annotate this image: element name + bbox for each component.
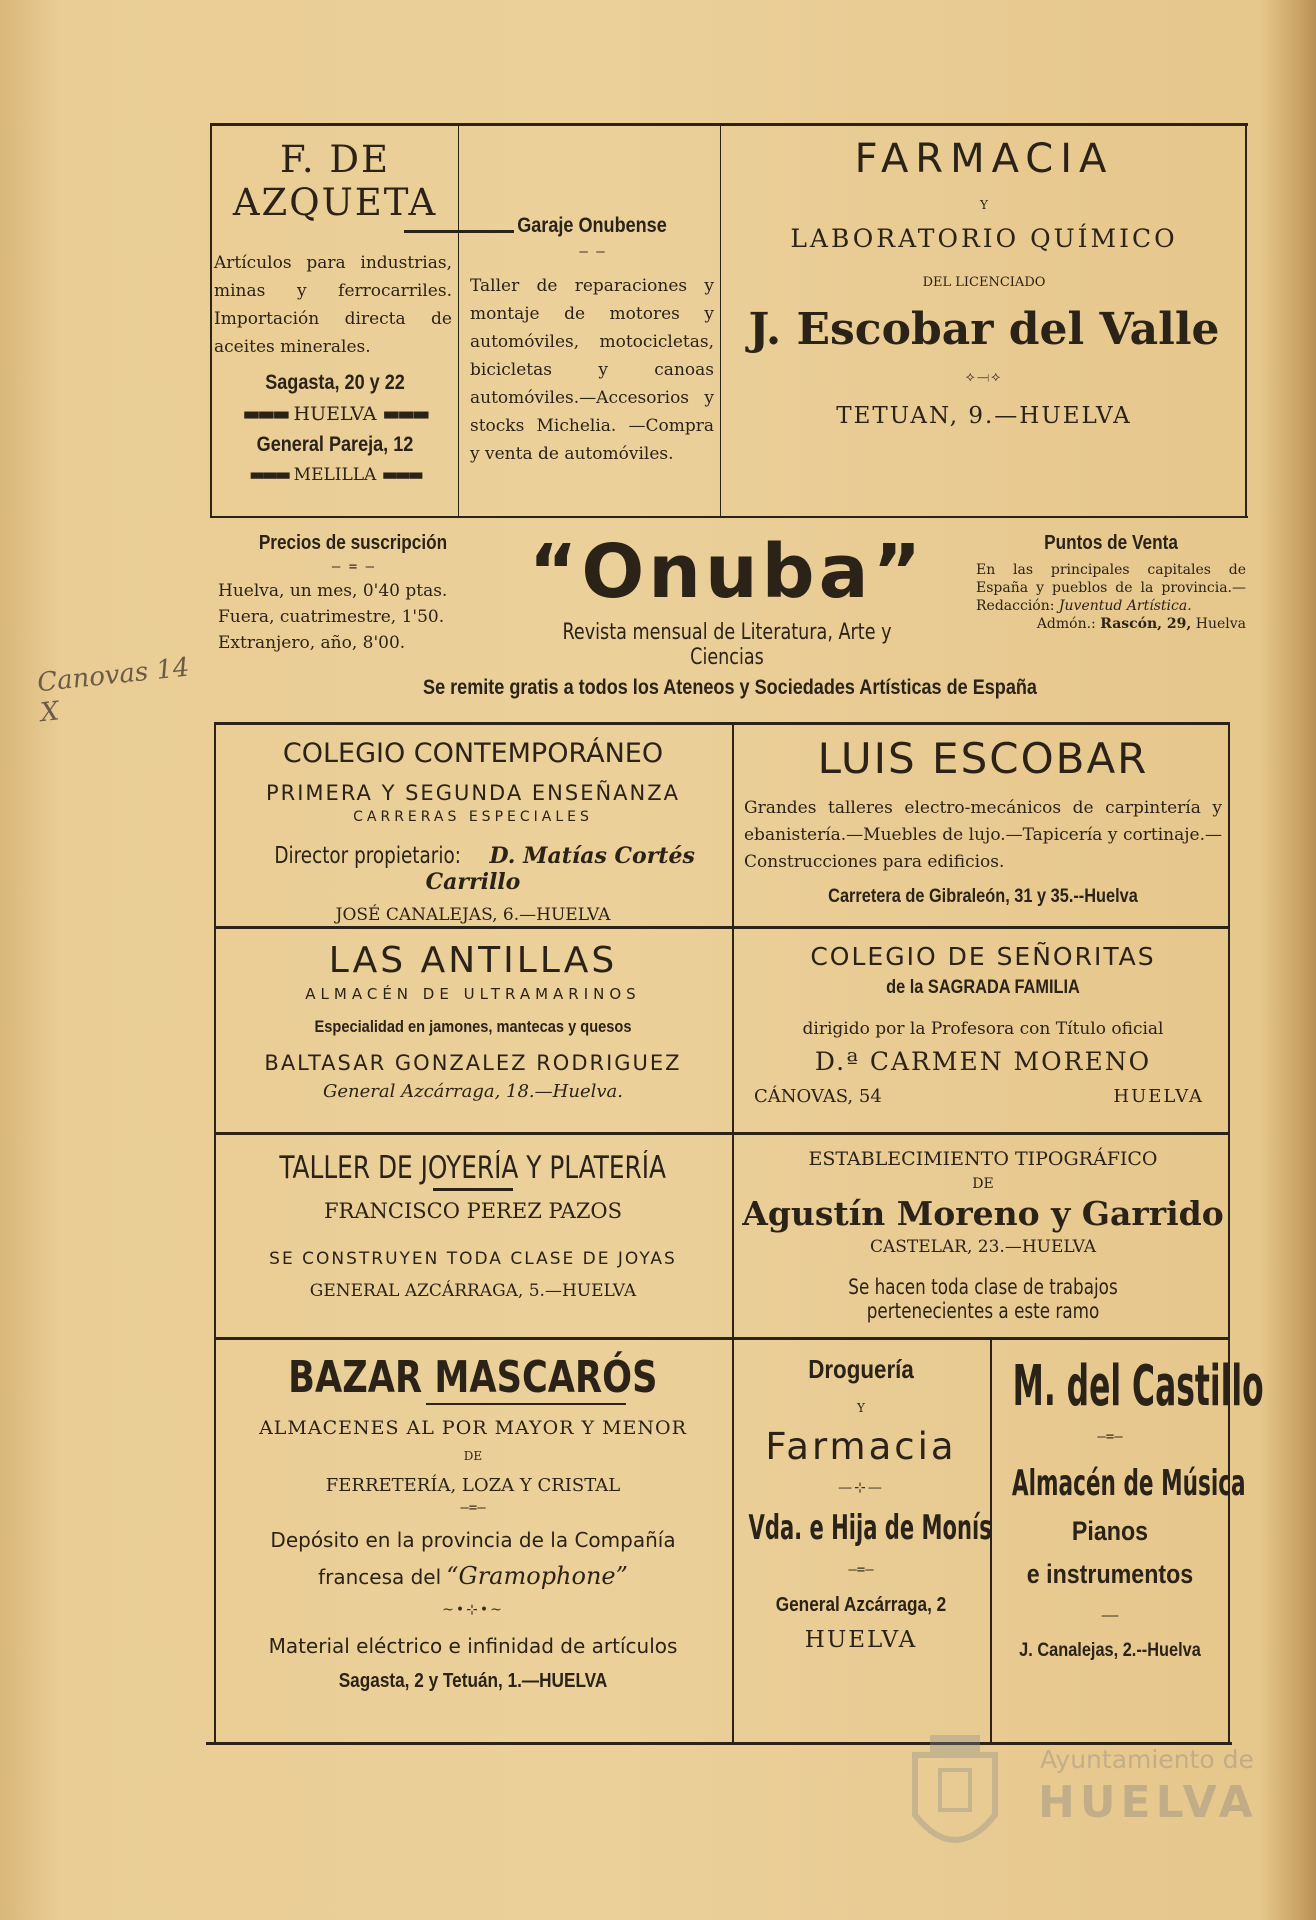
tipografico-address: CASTELAR, 23.—HUELVA bbox=[869, 1237, 1097, 1257]
row4-top-rule bbox=[214, 1337, 1228, 1340]
drogueria-owner bbox=[734, 1508, 992, 1548]
bazar-material: Material eléctrico e infinidad de artículos bbox=[268, 1634, 678, 1658]
azqueta-city1: ▬▬▬ HUELVA ▬▬▬ bbox=[242, 403, 428, 425]
bazar-sep: —=— bbox=[460, 1500, 486, 1516]
colegio-contemporaneo-director bbox=[216, 843, 730, 895]
colegio-director-name: D. Matías Cortés Carrillo bbox=[425, 843, 695, 895]
onuba-points bbox=[976, 532, 1246, 692]
colegio-senoritas-subtitle: de la SAGRADA FAMILIA bbox=[886, 977, 1080, 998]
colegio-director-label: Director propietario: bbox=[274, 843, 462, 869]
joyeria-title bbox=[216, 1150, 730, 1186]
garaje-ad bbox=[468, 200, 716, 514]
onuba-admin-address: Rascón, 29, bbox=[1100, 616, 1192, 632]
onuba-top-rule bbox=[210, 516, 1248, 518]
drogueria-owner-text: Vda. e Hija de Monís bbox=[748, 1508, 992, 1548]
handwritten-note-text: Canovas 14 X bbox=[35, 652, 191, 729]
azqueta-city1-text: HUELVA bbox=[293, 403, 377, 425]
drogueria-address: General Azcárraga, 2 bbox=[775, 1594, 947, 1616]
farmacia-divider bbox=[720, 126, 721, 516]
azqueta-address2: General Pareja, 12 bbox=[256, 433, 414, 456]
farmacia-conj: Y bbox=[980, 198, 988, 212]
row2-top-rule bbox=[214, 926, 1228, 929]
luis-escobar-address: Carretera de Gibraleón, 31 y 35.--Huelva bbox=[828, 886, 1138, 907]
onuba-center bbox=[482, 530, 972, 680]
watermark-line1: Ayuntamiento de bbox=[1040, 1745, 1254, 1774]
onuba-section bbox=[214, 522, 1246, 722]
tipografico-de: DE bbox=[972, 1176, 994, 1192]
onuba-admin-city: Huelva bbox=[1195, 616, 1246, 632]
drogueria-title2: Farmacia bbox=[765, 1425, 957, 1468]
onuba-masthead: “Onuba” bbox=[528, 529, 926, 615]
antillas-specialty: Especialidad en jamones, mantecas y quesos bbox=[314, 1017, 632, 1036]
azqueta-city2-text: MELILLA bbox=[293, 465, 377, 485]
castillo-name-text: M. del Castillo bbox=[1012, 1354, 1264, 1419]
antillas-ad bbox=[216, 932, 730, 1128]
onuba-admin-label: Admón.: bbox=[1036, 616, 1096, 632]
watermark-line2: HUELVA bbox=[1038, 1777, 1258, 1828]
bazar-deposit2 bbox=[216, 1562, 730, 1590]
castillo-line1: Pianos bbox=[1071, 1516, 1149, 1546]
colegio-senoritas-address: CÁNOVAS, 54 bbox=[754, 1086, 882, 1107]
bazar-de: DE bbox=[463, 1449, 483, 1463]
frame-top-rule bbox=[210, 123, 1248, 126]
castillo-business bbox=[994, 1463, 1246, 1504]
bazar-title-text: BAZAR MASCARÓS bbox=[288, 1352, 658, 1403]
joyeria-owner: FRANCISCO PEREZ PAZOS bbox=[323, 1199, 623, 1223]
bazar-deposit2-prefix: francesa del bbox=[318, 1565, 442, 1589]
castillo-business-text: Almacén de Música bbox=[1011, 1463, 1246, 1504]
bazar-rule bbox=[426, 1403, 626, 1405]
joyeria-address: GENERAL AZCÁRRAGA, 5.—HUELVA bbox=[309, 1281, 637, 1301]
farmacia-ad bbox=[724, 130, 1244, 514]
tipografico-header: ESTABLECIMIENTO TIPOGRÁFICO bbox=[808, 1148, 1158, 1170]
castillo-address: J. Canalejas, 2.--Huelva bbox=[1019, 1640, 1201, 1661]
antillas-title: LAS ANTILLAS bbox=[328, 940, 618, 981]
farmacia-title: FARMACIA bbox=[854, 136, 1114, 182]
tipografico-footer bbox=[740, 1275, 1226, 1323]
joyeria-title-text: TALLER DE JOYERÍA Y PLATERÍA bbox=[279, 1150, 667, 1186]
drogueria-city: HUELVA bbox=[804, 1627, 918, 1653]
antillas-owner: BALTASAR GONZALEZ RODRIGUEZ bbox=[264, 1051, 682, 1075]
watermark bbox=[900, 1715, 1260, 1865]
colegio-senoritas-director: D.ª CARMEN MORENO bbox=[814, 1047, 1152, 1076]
farmacia-address: TETUAN, 9.—HUELVA bbox=[836, 403, 1132, 429]
colegio-contemporaneo-ad bbox=[216, 728, 730, 924]
onuba-prices-sep: — = — bbox=[331, 559, 375, 575]
farmacia-licenciado: DEL LICENCIADO bbox=[922, 275, 1046, 290]
onuba-price-2: Extranjero, año, 8'00. bbox=[218, 633, 406, 653]
drogueria-ad bbox=[734, 1342, 992, 1740]
onuba-tagline-text: Revista mensual de Literatura, Arte y Ciencias bbox=[562, 620, 892, 670]
bazar-line1: ALMACENES AL POR MAYOR Y MENOR bbox=[259, 1417, 687, 1439]
bazar-ornament: ~•⊹•~ bbox=[442, 1602, 504, 1618]
joyeria-ad bbox=[216, 1138, 730, 1334]
azqueta-address1: Sagasta, 20 y 22 bbox=[265, 371, 405, 394]
colegio-contemporaneo-address: JOSÉ CANALEJAS, 6.—HUELVA bbox=[335, 905, 611, 925]
bazar-address: Sagasta, 2 y Tetuán, 1.—HUELVA bbox=[338, 1670, 608, 1692]
drogueria-conj: Y bbox=[857, 1401, 865, 1415]
grid-right-rule bbox=[1228, 722, 1230, 1742]
antillas-address: General Azcárraga, 18.—Huelva. bbox=[323, 1081, 623, 1102]
azqueta-description: Artículos para industrias, minas y ferrocarriles. Importación directa de aceites minerales. bbox=[214, 253, 452, 357]
onuba-points-redaccion: Juventud Artística. bbox=[1058, 598, 1192, 614]
colegio-senoritas-ad bbox=[740, 932, 1226, 1128]
colegio-contemporaneo-line1: PRIMERA Y SEGUNDA ENSEÑANZA bbox=[265, 781, 681, 805]
bazar-deposit2-brand: “Gramophone” bbox=[446, 1562, 628, 1590]
joyeria-line: SE CONSTRUYEN TODA CLASE DE JOYAS bbox=[269, 1249, 677, 1269]
onuba-price-1: Fuera, cuatrimestre, 1'50. bbox=[218, 607, 445, 627]
colegio-senoritas-title: COLEGIO DE SEÑORITAS bbox=[810, 942, 1156, 971]
bazar-deposit1: Depósito en la provincia de la Compañía bbox=[270, 1528, 676, 1552]
luis-escobar-ad bbox=[740, 728, 1226, 924]
onuba-admin bbox=[976, 615, 1246, 633]
garaje-separator: — — bbox=[579, 244, 605, 260]
city-crest-icon bbox=[900, 1715, 1010, 1865]
tipografico-name: Agustín Moreno y Garrido bbox=[742, 1194, 1224, 1233]
onuba-points-title: Puntos de Venta bbox=[1044, 532, 1178, 554]
row3-top-rule bbox=[214, 1132, 1228, 1135]
bazar-title bbox=[216, 1352, 730, 1403]
onuba-points-text bbox=[976, 561, 1246, 615]
colegio-contemporaneo-title: COLEGIO CONTEMPORÁNEO bbox=[282, 738, 664, 769]
onuba-prices bbox=[218, 532, 488, 692]
luis-escobar-title: LUIS ESCOBAR bbox=[817, 734, 1149, 783]
castillo-ad bbox=[994, 1342, 1264, 1740]
drogueria-sep: —=— bbox=[848, 1562, 874, 1578]
row1-top-rule bbox=[214, 722, 1228, 725]
drogueria-ornament: —⊹— bbox=[838, 1480, 884, 1496]
onuba-tagline bbox=[482, 620, 972, 670]
castillo-line2: e instrumentos bbox=[1026, 1559, 1194, 1589]
drogueria-title: Droguería bbox=[808, 1354, 914, 1384]
onuba-footer: Se remite gratis a todos los Ateneos y Sociedades Artísticas de España bbox=[423, 676, 1037, 699]
tipografico-footer-text: Se hacen toda clase de trabajos pertenecientes a este ramo bbox=[848, 1275, 1118, 1323]
frame-left-rule bbox=[210, 123, 212, 516]
bazar-ad bbox=[216, 1342, 730, 1740]
azqueta-title: F. DE AZQUETA bbox=[232, 138, 438, 224]
tipografico-ad bbox=[740, 1138, 1226, 1334]
frame-right-rule bbox=[1245, 123, 1247, 516]
garaje-title: Garaje Onubense bbox=[517, 214, 667, 237]
antillas-subtitle: ALMACÉN DE ULTRAMARINOS bbox=[305, 985, 641, 1003]
onuba-points-body: En las principales capitales de España y pueblos de la provincia.—Redacción: bbox=[976, 562, 1246, 614]
castillo-sep: —=— bbox=[1097, 1429, 1123, 1445]
colegio-senoritas-city: HUELVA bbox=[1113, 1086, 1204, 1107]
castillo-sep2: —— bbox=[1101, 1608, 1119, 1624]
colegio-senoritas-footer bbox=[740, 1086, 1226, 1107]
azqueta-divider bbox=[458, 126, 459, 516]
onuba-price-0: Huelva, un mes, 0'40 ptas. bbox=[218, 581, 448, 601]
farmacia-ornament: ⟡⟞⟡ bbox=[965, 369, 1003, 385]
colegio-contemporaneo-line2: CARRERAS ESPECIALES bbox=[353, 809, 593, 825]
colegio-senoritas-directed: dirigido por la Profesora con Título oficial bbox=[802, 1019, 1164, 1039]
farmacia-subtitle: LABORATORIO QUÍMICO bbox=[790, 224, 1178, 253]
luis-escobar-description: Grandes talleres electro-mecánicos de carpintería y ebanistería.—Muebles de lujo.—Tapicería y cortinaje.—Construcciones para edificios. bbox=[744, 798, 1222, 872]
joyeria-rule bbox=[433, 1188, 513, 1191]
farmacia-owner: J. Escobar del Valle bbox=[748, 304, 1220, 355]
bazar-line2: FERRETERÍA, LOZA Y CRISTAL bbox=[325, 1475, 621, 1496]
azqueta-ad bbox=[214, 130, 456, 514]
castillo-name bbox=[994, 1354, 1264, 1419]
onuba-prices-title: Precios de suscripción bbox=[258, 532, 448, 554]
azqueta-city2: ▬▬▬ MELILLA ▬▬▬ bbox=[249, 465, 421, 485]
garaje-description: Taller de reparaciones y montaje de motores y automóviles, motocicletas, bicicletas y canoas automóviles.—Accesorios y stocks Michelia. —Compra y venta de automóviles. bbox=[470, 276, 714, 464]
